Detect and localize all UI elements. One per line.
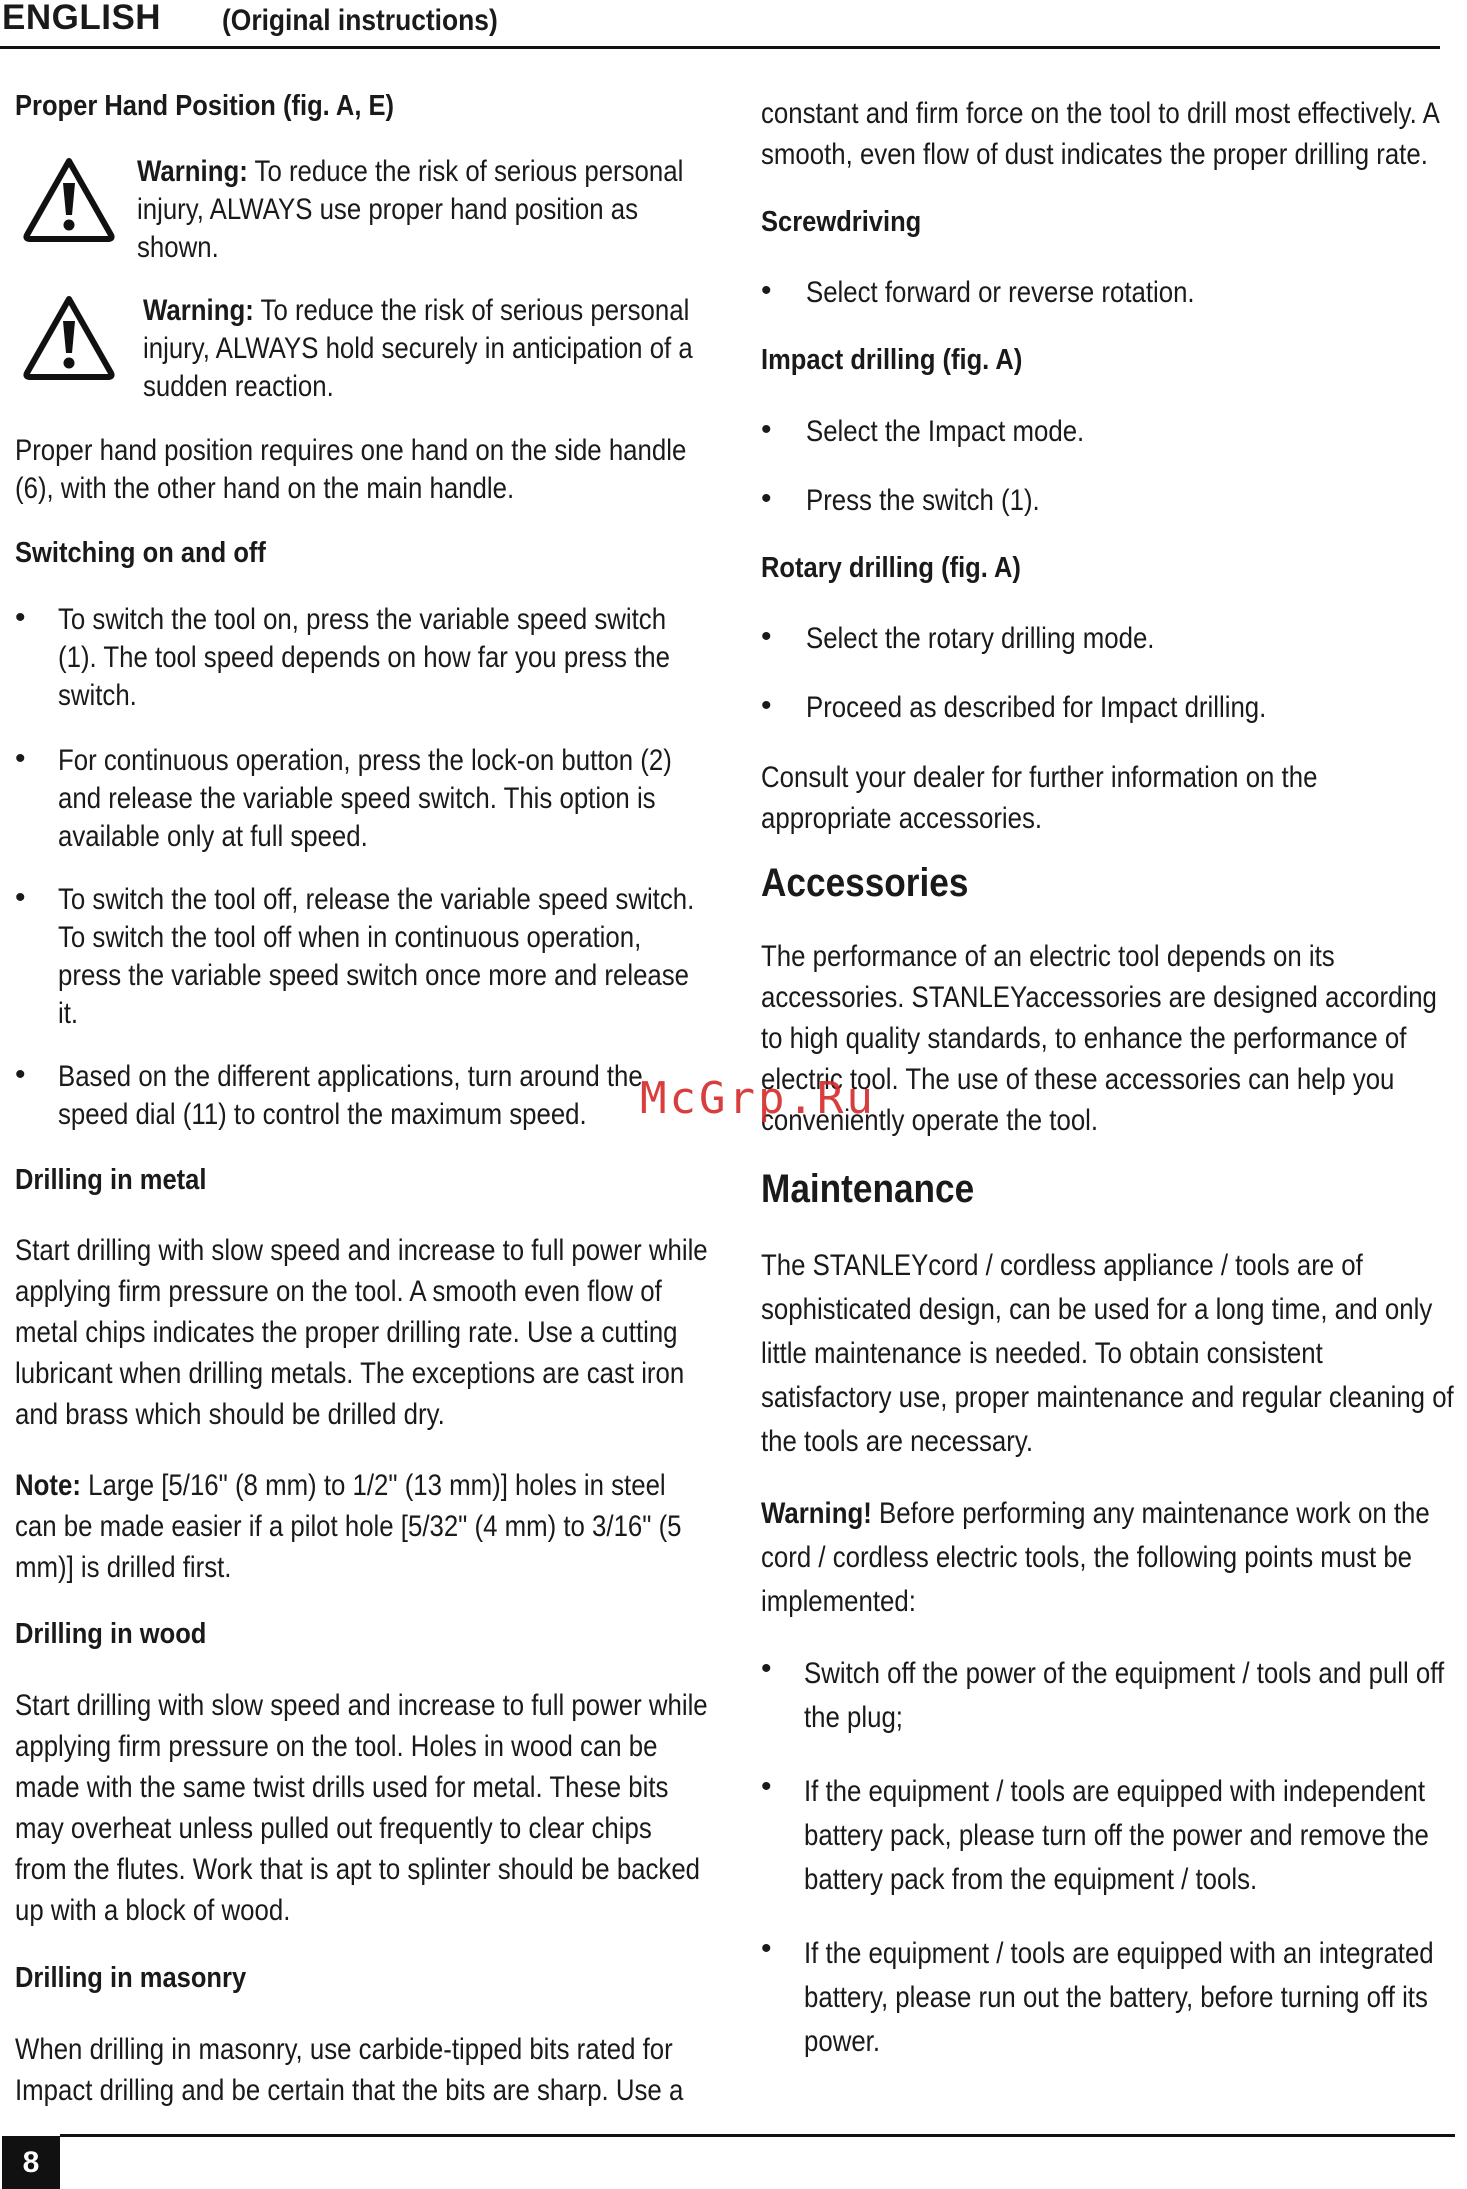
- bullet: •: [761, 689, 772, 722]
- warning-2-text: Warning: To reduce the risk of serious personal injury, ALWAYS hold securely in anticipation of a sudden reaction.: [143, 294, 693, 403]
- bullet: •: [15, 881, 26, 914]
- page-number: 8: [2, 2136, 60, 2189]
- note-paragraph: Note: Large [5/16" (8 mm) to 1/2" (13 mm)] holes in steel can be made easier if a pilot hole [5/32" (4 mm) to 3/16" (5 mm)] is drilled first.: [15, 1469, 682, 1584]
- bullet: •: [15, 1058, 26, 1091]
- hand-position-heading: Proper Hand Position (fig. A, E): [15, 90, 395, 122]
- bullet: •: [761, 413, 772, 446]
- impact-bullet-2: Press the switch (1).: [806, 484, 1040, 517]
- rotary-bullet-1: Select the rotary drilling mode.: [806, 622, 1155, 655]
- maintenance-bullet-2: If the equipment / tools are equipped with independent battery pack, please turn off the power and remove the battery pack from the equipment / tools.: [804, 1775, 1429, 1896]
- bullet: •: [761, 274, 772, 307]
- maintenance-heading: Maintenance: [761, 1167, 975, 1211]
- maintenance-bullet-3: If the equipment / tools are equipped with an integrated battery, please run out the battery, before turning off its power.: [804, 1937, 1434, 2058]
- drilling-metal-paragraph: Start drilling with slow speed and increase to full power while applying firm pressure on the tool. A smooth even flow of metal chips indicates the proper drilling rate. Use a cutting lubricant when drilling metals. The exceptions are cast iron and brass which should be drilled dry.: [15, 1234, 708, 1431]
- switching-bullet-3: To switch the tool off, release the variable speed switch. To switch the tool off when in continuous operation, press the variable speed switch once more and release it.: [58, 883, 695, 1030]
- accessories-heading: Accessories: [761, 861, 969, 905]
- bullet: •: [761, 1770, 772, 1803]
- watermark: McGrp.Ru: [640, 1073, 876, 1124]
- switching-bullet-4: Based on the different applications, turn around the speed dial (11) to control the maximum speed.: [58, 1060, 643, 1131]
- language-label: ENGLISH: [2, 0, 162, 37]
- page-header: [0, 0, 1440, 49]
- accessories-paragraph: The performance of an electric tool depends on its accessories. STANLEYaccessories are designed according to high quality standards, to enhance the performance of electric tool. The use of these accessories can help you conveniently operate the tool.: [761, 940, 1437, 1137]
- screwdriving-bullet: Select forward or reverse rotation.: [806, 276, 1195, 309]
- hand-position-paragraph: Proper hand position requires one hand on the side handle (6), with the other hand on the main handle.: [15, 434, 687, 505]
- dealer-paragraph: Consult your dealer for further information on the appropriate accessories.: [761, 761, 1318, 835]
- bullet: •: [761, 620, 772, 653]
- maintenance-bullet-1: Switch off the power of the equipment / tools and pull off the plug;: [804, 1657, 1445, 1734]
- continued-paragraph: constant and firm force on the tool to drill most effectively. A smooth, even flow of dust indicates the proper drilling rate.: [761, 97, 1440, 171]
- warning-triangle-icon: [21, 293, 117, 381]
- bullet: •: [761, 1652, 772, 1685]
- drilling-wood-paragraph: Start drilling with slow speed and increase to full power while applying firm pressure on the tool. Holes in wood can be made with the same twist drills used for metal. These bits may overheat unless pulled out frequently to clear chips from the flutes. Work that is apt to splinter should be backed up with a block of wood.: [15, 1689, 708, 1927]
- footer-rule: [60, 2134, 1455, 2137]
- warning-1-text: Warning: To reduce the risk of serious personal injury, ALWAYS use proper hand position as shown.: [137, 155, 684, 264]
- bullet: •: [15, 601, 26, 634]
- original-instructions-label: (Original instructions): [222, 4, 498, 37]
- rotary-bullet-2: Proceed as described for Impact drilling.: [806, 691, 1267, 724]
- maintenance-warning-paragraph: Warning! Before performing any maintenance work on the cord / cordless electric tools, the following points must be implemented:: [761, 1497, 1430, 1618]
- bullet: •: [761, 1932, 772, 1965]
- drilling-metal-heading: Drilling in metal: [15, 1164, 207, 1196]
- impact-drilling-heading: Impact drilling (fig. A): [761, 344, 1023, 376]
- bullet: •: [15, 742, 26, 775]
- drilling-masonry-heading: Drilling in masonry: [15, 1962, 247, 1994]
- impact-bullet-1: Select the Impact mode.: [806, 415, 1085, 448]
- drilling-masonry-paragraph: When drilling in masonry, use carbide-tipped bits rated for Impact drilling and be certain that the bits are sharp. Use a: [15, 2033, 684, 2107]
- note-label: Note:: [15, 1469, 81, 1502]
- maintenance-paragraph: The STANLEYcord / cordless appliance / tools are of sophisticated design, can be used for a long time, and only little maintenance is needed. To obtain consistent satisfactory use, proper maintenance and regular cleaning of the tools are necessary.: [761, 1249, 1454, 1458]
- rotary-drilling-heading: Rotary drilling (fig. A): [761, 552, 1021, 584]
- warning-2-label: Warning:: [143, 294, 254, 327]
- screwdriving-heading: Screwdriving: [761, 206, 922, 238]
- switching-bullet-2: For continuous operation, press the lock-on button (2) and release the variable speed switch. This option is available only at full speed.: [58, 744, 672, 853]
- warning-triangle-icon: [21, 155, 117, 243]
- maintenance-warning-label: Warning!: [761, 1497, 872, 1530]
- drilling-wood-heading: Drilling in wood: [15, 1618, 207, 1650]
- switching-heading: Switching on and off: [15, 537, 266, 569]
- warning-1-label: Warning:: [137, 155, 248, 188]
- bullet: •: [761, 482, 772, 515]
- switching-bullet-1: To switch the tool on, press the variable speed switch (1). The tool speed depends on how far you press the switch.: [58, 603, 670, 712]
